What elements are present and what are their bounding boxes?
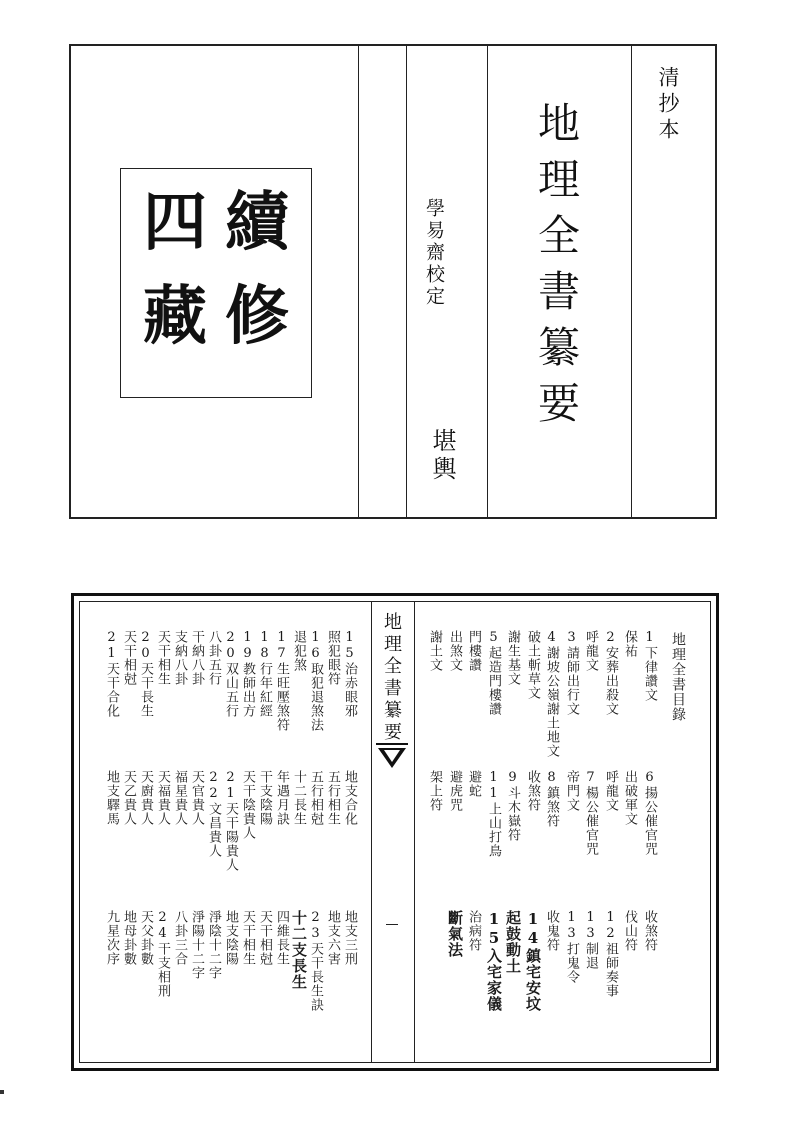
toc-entry: 7楊公催官咒 [583, 770, 598, 856]
cover-divider [358, 46, 359, 517]
seal-char: 藏 [143, 279, 207, 354]
toc-entry: 天干相尅 [257, 910, 272, 966]
school-label: 學易齋校定 [423, 198, 445, 308]
toc-entry: 17生旺壓煞符 [274, 630, 289, 732]
book-spine [371, 602, 415, 1062]
toc-entry: 13打鬼令 [564, 910, 579, 984]
toc-entry: 5起造門樓讚 [486, 630, 501, 716]
toc-entry: 18行年紅經 [257, 630, 272, 718]
cover-page [69, 44, 717, 519]
toc-entry: 架上符 [427, 770, 442, 812]
toc-inner-frame [79, 601, 711, 1063]
toc-entry: 干支陰陽 [257, 770, 272, 826]
toc-entry: 呼龍文 [603, 770, 618, 812]
toc-entry: 地支三刑 [342, 910, 357, 966]
toc-entry: 地母卦數 [121, 910, 136, 966]
spine-title: 地理全書纂要 [381, 612, 402, 744]
seal-char: 續 [225, 185, 289, 260]
toc-heading: 地理全書目錄 [670, 632, 686, 722]
toc-entry: 24干支相刑 [155, 910, 170, 998]
toc-entry: 22文昌貴人 [206, 770, 221, 858]
toc-entry: 8鎮煞符 [544, 770, 559, 828]
toc-entry: 天父卦數 [138, 910, 153, 966]
toc-entry: 謝土文 [427, 630, 442, 672]
toc-entry: 天干相生 [240, 910, 255, 966]
toc-entry: 避虎咒 [447, 770, 462, 812]
toc-entry: 3請師出行文 [564, 630, 579, 716]
toc-entry: 天乙貴人 [121, 770, 136, 826]
toc-entry: 21天干合化 [104, 630, 119, 718]
toc-entry: 謝生基文 [505, 630, 520, 686]
toc-entry: 照犯眼符 [325, 630, 340, 686]
toc-entry: 四維長生 [274, 910, 289, 966]
toc-entry: 保祐 [622, 630, 637, 658]
toc-entry: 福星貴人 [172, 770, 187, 826]
toc-entry: 淨陰十二字 [206, 910, 221, 980]
toc-entry: 十二支長生 [290, 910, 308, 990]
toc-entry: 淨陽十二字 [189, 910, 204, 980]
toc-entry: 14鎮宅安坟 [524, 910, 542, 1012]
toc-entry: 11上山打鳥 [486, 770, 501, 858]
cover-divider [487, 46, 488, 517]
toc-entry: 地支陰陽 [223, 910, 238, 966]
toc-entry: 天福貴人 [155, 770, 170, 826]
toc-entry: 15入宅家儀 [485, 910, 503, 1012]
toc-entry: 12祖師奏事 [603, 910, 618, 998]
toc-entry: 治病符 [466, 910, 481, 952]
toc-entry: 1下律讚文 [642, 630, 657, 702]
toc-entry: 地支六害 [325, 910, 340, 966]
toc-entry: 門樓讚 [466, 630, 481, 672]
toc-entry: 天干相尅 [121, 630, 136, 686]
toc-entry: 天官貴人 [189, 770, 204, 826]
toc-entry: 起鼓動土 [504, 910, 522, 974]
toc-entry: 呼龍文 [583, 630, 598, 672]
toc-entry: 退犯煞 [291, 630, 306, 672]
toc-entry: 九星次序 [104, 910, 119, 966]
cover-divider [406, 46, 407, 517]
toc-entry: 收鬼符 [544, 910, 559, 952]
toc-entry: 20天干長生 [138, 630, 153, 718]
toc-entry: 16取犯退煞法 [308, 630, 323, 732]
toc-entry: 收煞符 [525, 770, 540, 812]
toc-entry: 伐山符 [622, 910, 637, 952]
collection-seal [120, 168, 312, 398]
cover-divider [631, 46, 632, 517]
toc-entry: 19教師出方 [240, 630, 255, 718]
toc-entry: 地支合化 [342, 770, 357, 826]
toc-entry: 五行相生 [325, 770, 340, 826]
toc-entry: 避蛇 [466, 770, 481, 798]
edition-label: 清抄本 [656, 66, 680, 144]
toc-entry: 天干陰貴人 [240, 770, 255, 840]
toc-entry: 八卦三合 [172, 910, 187, 966]
toc-entry: 干納八卦 [189, 630, 204, 686]
toc-entry: 五行相尅 [308, 770, 323, 826]
book-title: 地理全書纂要 [532, 101, 581, 437]
toc-entry: 15治赤眼邪 [342, 630, 357, 718]
seal-char: 四 [143, 185, 207, 260]
spine-tick [386, 924, 398, 925]
toc-page [71, 593, 719, 1071]
toc-entry: 9斗木嶽符 [505, 770, 520, 842]
toc-entry: 6揚公催官咒 [642, 770, 657, 856]
toc-entry: 4謝坡公嶺謝土地文 [544, 630, 559, 758]
toc-entry: 年遇月訣 [274, 770, 289, 826]
toc-entry: 21天干陽貴人 [223, 770, 238, 872]
seal-char: 修 [225, 279, 289, 354]
toc-entry: 天廚貴人 [138, 770, 153, 826]
toc-entry: 支納八卦 [172, 630, 187, 686]
toc-entry: 出破軍文 [622, 770, 637, 826]
toc-entry: 2安葬出殺文 [603, 630, 618, 716]
toc-entry: 出煞文 [447, 630, 462, 672]
fishtail-mark-icon [376, 742, 408, 770]
scan-speck [0, 1090, 4, 1094]
toc-entry: 斷氣法 [446, 910, 464, 958]
toc-entry: 23天干長生訣 [308, 910, 323, 1012]
category-label: 堪輿 [428, 428, 456, 484]
toc-entry: 天干相生 [155, 630, 170, 686]
toc-entry: 13制退 [583, 910, 598, 970]
toc-entry: 十二長生 [291, 770, 306, 826]
toc-entry: 破土斬草文 [525, 630, 540, 700]
toc-entry: 八卦五行 [206, 630, 221, 686]
toc-entry: 收煞符 [642, 910, 657, 952]
toc-entry: 20双山五行 [223, 630, 238, 718]
toc-entry: 地支驛馬 [104, 770, 119, 826]
toc-entry: 帝門文 [564, 770, 579, 812]
